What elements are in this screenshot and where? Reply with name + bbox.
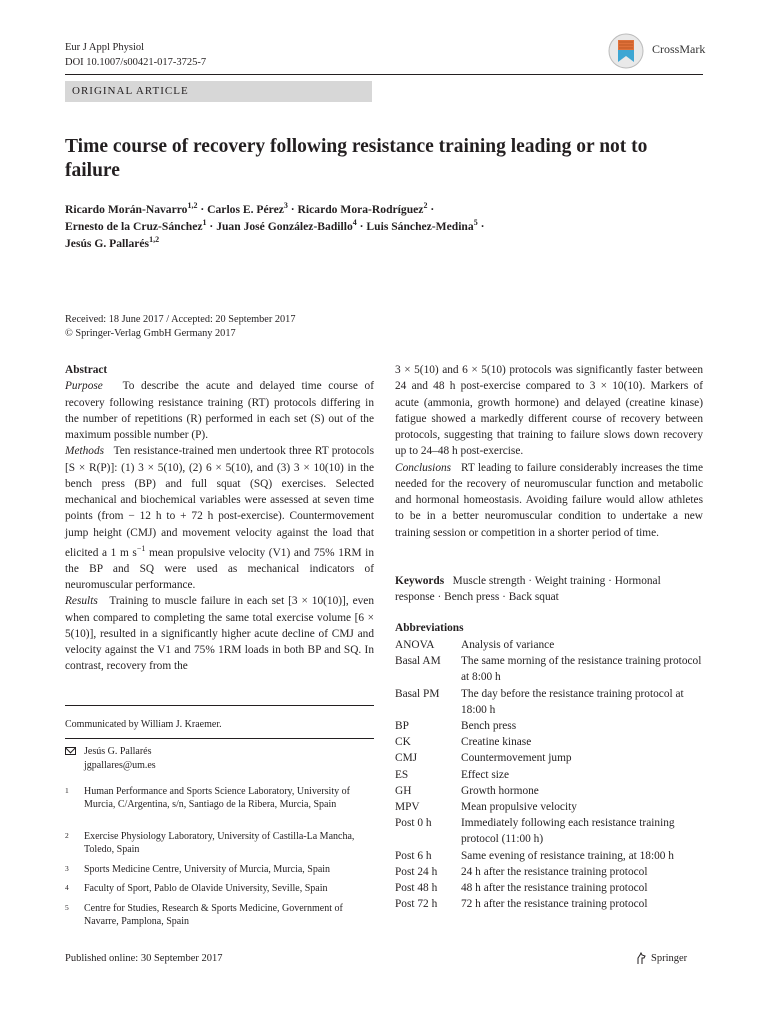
abbreviation-row: Post 0 h Immediately following each resistance training protocol (11:00 h) bbox=[395, 817, 675, 846]
author: Juan José González-Badillo$^4$ bbox=[216, 218, 357, 233]
communicated-by: Communicated by William J. Kraemer. bbox=[65, 719, 222, 730]
abstract-conclusions: Conclusions RT leading to failure considerably increases the time needed for the recovery of neuromuscular function and metabolic and hormonal homeostasis. Avoiding failure would allow athletes to be in a better neuromuscular condition to undertake a new training session or competition in a shorter period of time. bbox=[395, 461, 704, 539]
crossmark-label: CrossMark bbox=[652, 42, 706, 56]
abbreviation-row: Post 48 h 48 h after the resistance training protocol bbox=[395, 882, 648, 895]
author: Luis Sánchez-Medina$^5$ bbox=[366, 218, 478, 233]
author-list: Ricardo Morán-Navarro$^{1,2}$ · Carlos E. Pérez$^3$ · Ricardo Mora-Rodríguez$^2$ · Ernesto de la Cruz-Sánchez$^1$ · Juan José González-Badillo$^4$ · Luis Sánchez-Medina$^5$ · Jesús G. Pallarés$^{1,2}$ bbox=[65, 201, 485, 250]
abstract-results-cont: 3 × 5(10) and 6 × 5(10) protocols was significantly faster between 24 and 48 h post-exercise compared to 3 × 10(10). Markers of acute (ammonia, growth hormone) and delayed (creatine kinase) fatigue showed a markedly different course of recovery between protocols, suggesting that training to failure slows down recovery up to 24–48 h post-exercise. bbox=[395, 364, 703, 458]
abbreviation-row: ANOVA Analysis of variance bbox=[395, 639, 555, 651]
abbreviation-row: Basal AM The same morning of the resistance training protocol at 8:00 h bbox=[395, 655, 702, 684]
abstract-right bbox=[395, 362, 703, 541]
article-title: Time course of recovery following resistance training leading or not to failure bbox=[65, 136, 648, 181]
publisher-name: Springer bbox=[651, 953, 688, 964]
abbreviation-row: ES Effect size bbox=[395, 768, 509, 781]
affiliation: 5 Centre for Studies, Research & Sports Medicine, Government of Navarre, Pamplona, Spain bbox=[65, 903, 343, 927]
corresponding-email[interactable]: jgpallares@um.es bbox=[84, 760, 156, 771]
springer-logo bbox=[636, 952, 687, 965]
journal-name: Eur J Appl Physiol bbox=[65, 42, 145, 53]
doi[interactable]: DOI 10.1007/s00421-017-3725-7 bbox=[65, 57, 207, 68]
abstract-heading: Abstract bbox=[65, 364, 108, 376]
author: Ernesto de la Cruz-Sánchez$^1$ bbox=[65, 218, 207, 233]
affiliation: 4 Faculty of Sport, Pablo de Olavide University, Seville, Spain bbox=[65, 883, 328, 894]
article-dates bbox=[65, 313, 295, 341]
author: Jesús G. Pallarés$^{1,2}$ bbox=[65, 235, 160, 250]
abbreviation-row: GH Growth hormone bbox=[395, 784, 539, 797]
abbreviations-list bbox=[395, 637, 705, 912]
crossmark-icon bbox=[608, 33, 644, 69]
author: Ricardo Morán-Navarro$^{1,2}$ bbox=[65, 201, 198, 216]
correspondence bbox=[65, 745, 156, 773]
abbreviations-heading: Abbreviations bbox=[395, 622, 464, 634]
affiliation: 2 Exercise Physiology Laboratory, University of Castilla-La Mancha, Toledo, Spain bbox=[65, 831, 355, 855]
springer-horse-icon bbox=[636, 952, 647, 965]
abbreviation-row: Post 72 h 72 h after the resistance training protocol bbox=[395, 898, 648, 911]
keywords: Keywords Muscle strength · Weight training · Hormonal response · Bench press · Back squat bbox=[395, 575, 661, 604]
journal-header bbox=[65, 40, 206, 70]
abbreviation-row: CMJ Countermovement jump bbox=[395, 752, 572, 765]
abbreviation-row: MPV Mean propulsive velocity bbox=[395, 801, 577, 814]
envelope-icon bbox=[65, 747, 76, 755]
correspondence-rule bbox=[65, 738, 374, 739]
received-accepted: Received: 18 June 2017 / Accepted: 20 September 2017 bbox=[65, 314, 296, 325]
abbreviation-row: CK Creatine kinase bbox=[395, 736, 532, 749]
footnote-rule bbox=[65, 705, 374, 706]
abstract-methods: Methods Ten resistance-trained men undertook three RT protocols [S × R(P)]: (1) 3 × 5(10), (2) 6 × 5(10), and (3) 3 × 10(10) in the bench press (BP) and full squat (SQ) exercises. Selected mechanical and biochemical variables were assessed at seven time points (from − 12 h to + 72 h post-exercise). Countermovement jump height (CMJ) and movement velocity against the load that elicited a 1 m $s^{-1}$ mean propulsive velocity (V1) and 75% 1RM in the BP and SQ were used as mechanical indicators of neuromuscular performance. bbox=[65, 445, 375, 592]
header-rule bbox=[65, 74, 703, 75]
author: Carlos E. Pérez$^3$ bbox=[207, 201, 288, 216]
corresponding-author: Jesús G. Pallarés bbox=[84, 746, 152, 757]
abbreviation-row: Basal PM The day before the resistance training protocol at 18:00 h bbox=[395, 687, 684, 716]
abbreviation-row: BP Bench press bbox=[395, 720, 517, 733]
published-online: Published online: 30 September 2017 bbox=[65, 953, 223, 964]
affiliation: 1 Human Performance and Sports Science Laboratory, University of Murcia, C/Argentina, s/n, Santiago de la Ribera, Murcia, Spain bbox=[65, 786, 350, 810]
abbreviation-row: Post 24 h 24 h after the resistance training protocol bbox=[395, 865, 648, 878]
affiliation: 3 Sports Medicine Centre, University of Murcia, Murcia, Spain bbox=[65, 864, 331, 875]
abstract-left bbox=[65, 362, 374, 675]
abbreviation-row: Post 6 h Same evening of resistance training, at 18:00 h bbox=[395, 849, 674, 862]
author: Ricardo Mora-Rodríguez$^2$ bbox=[297, 201, 428, 216]
abstract-purpose: Purpose To describe the acute and delayed time course of recovery following resistance training (RT) protocols differing in the number of repetitions (R) performed in each set (S) out of the maximum possible number (P). bbox=[65, 380, 374, 441]
abstract-results: Results Training to muscle failure in each set [3 × 10(10)], even when compared to completing the same total exercise volume [6 × 5(10)], resulted in a significantly higher acute decline of CMJ and velocity against the V1 and 75% 1RM loads in both BP and SQ. In contrast, recovery from the bbox=[65, 595, 374, 673]
crossmark-badge[interactable] bbox=[608, 33, 708, 69]
article-type-bar: ORIGINAL ARTICLE bbox=[65, 81, 372, 102]
copyright: © Springer-Verlag GmbH Germany 2017 bbox=[65, 328, 236, 339]
